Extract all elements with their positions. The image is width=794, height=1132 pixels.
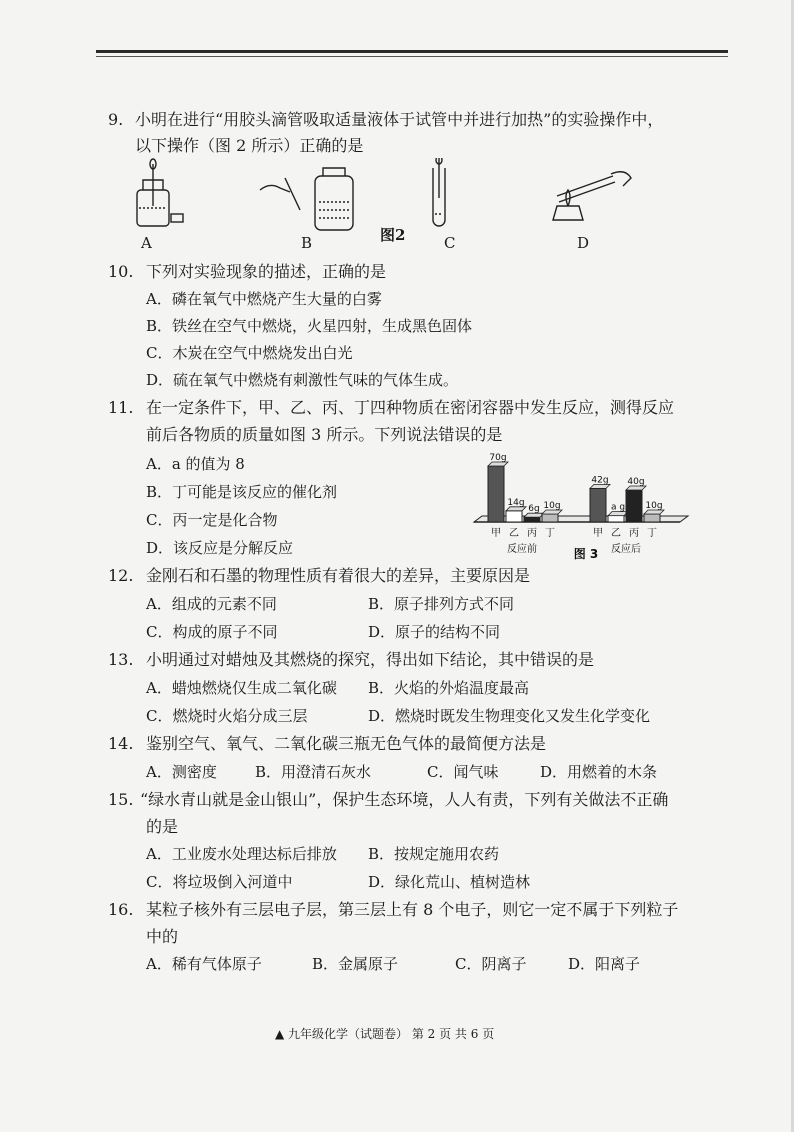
header-rule-thin [96,56,728,57]
bar-label: 14g [507,497,525,508]
option-b: B．用澄清石灰水 [255,763,372,781]
question-number: 15. [108,790,134,809]
question-number: 9. [108,110,124,129]
question-text: 小明通过对蜡烛及其燃烧的探究，得出如下结论，其中错误的是 [146,650,595,669]
bar-0-1 [506,511,522,522]
option-d: D．绿化荒山、植树造林 [368,873,531,891]
option-b: B．按规定施用农药 [368,845,500,863]
substance-label: 丁 [545,528,555,539]
option-d: D．用燃着的木条 [540,763,658,781]
question-text: 以下操作（图 2 所示）正确的是 [135,136,364,155]
question-text: 某粒子核外有三层电子层，第三层上有 8 个电子，则它一定不属于下列粒子 [146,900,679,919]
option-c: C．木炭在空气中燃烧发出白光 [146,344,353,362]
option-c: C．将垃圾倒入河道中 [146,873,293,891]
option-a: A．a 的值为 8 [146,455,245,473]
option-a: A．稀有气体原子 [146,955,262,973]
substance-label: 甲 [593,528,603,539]
hand-dropper-bottle-drawing [260,168,353,230]
figure-3-bar-chart [466,444,692,564]
question-text: 在一定条件下，甲、乙、丙、丁四种物质在密闭容器中发生反应，测得反应 [146,398,675,417]
substance-label: 丙 [629,528,639,539]
bar-1-1 [608,516,624,522]
option-a: A．组成的元素不同 [146,595,277,613]
bar-1-0 [590,488,606,522]
bar-label: 42g [591,475,609,486]
bar-label: 40g [627,477,645,487]
dropper-in-bottle-drawing [137,159,183,226]
figure-2-caption: 图2 [380,226,406,244]
question-text: “绿水青山就是金山银山”，保护生态环境，人人有责，下列有关做法不正确 [140,790,669,809]
substance-label: 甲 [491,528,501,539]
page-footer: ▲ 九年级化学（试题卷） 第 2 页 共 6 页 [275,1027,495,1041]
bar-1-3 [644,514,660,522]
question-number: 12. [108,566,134,585]
option-d: D．燃烧时既发生物理变化又发生化学变化 [368,707,651,725]
question-number: 13. [108,650,134,669]
bar-label: 6g [528,504,540,515]
after-label: 反应后 [611,544,641,555]
substance-label: 丙 [527,528,537,539]
question-text: 前后各物质的质量如图 3 所示。下列说法错误的是 [146,425,503,444]
bar-label: 70g [489,453,507,463]
option-d: D．该反应是分解反应 [146,539,294,557]
question-text: 鉴别空气、氧气、二氧化碳三瓶无色气体的最简便方法是 [146,734,547,753]
option-b: B．火焰的外焰温度最高 [368,679,530,697]
bar-label: a g [610,502,626,513]
question-text: 下列对实验现象的描述，正确的是 [146,262,387,281]
test-tube-dropper-drawing [433,158,445,226]
option-d: D．阳离子 [568,955,641,973]
question-number: 11. [108,398,134,417]
heating-test-tube-drawing [553,172,631,220]
option-a: A．测密度 [146,763,217,781]
question-text: 的是 [146,817,179,836]
bar-label: 10g [645,501,663,511]
figure-3-caption: 图 3 [573,547,599,561]
figure-2-label-d: D [577,234,590,252]
option-d: D．原子的结构不同 [368,623,501,641]
figure-2-label-b: B [301,234,313,252]
option-b: B．铁丝在空气中燃烧，火星四射，生成黑色固体 [146,317,473,335]
bar-0-0 [488,466,504,522]
option-c: C．燃烧时火焰分成三层 [146,707,308,725]
bar-1-2 [626,490,642,522]
substance-label: 乙 [509,528,519,539]
question-text: 金刚石和石墨的物理性质有着很大的差异，主要原因是 [146,566,531,585]
figure-2-label-c: C [444,234,456,252]
bar-0-3 [542,514,558,522]
substance-label: 乙 [611,528,621,539]
bar-0-2 [524,517,540,522]
substance-label: 丁 [647,528,657,539]
option-a: A．磷在氧气中燃烧产生大量的白雾 [146,290,382,308]
option-d: D．硫在氧气中燃烧有刺激性气味的气体生成。 [146,371,459,389]
figure-2-label-a: A [141,234,152,252]
question-number: 16. [108,900,134,919]
option-b: B．金属原子 [312,955,399,973]
question-number: 14. [108,734,134,753]
question-number: 10. [108,262,134,281]
option-a: A．工业废水处理达标后排放 [146,845,337,863]
option-a: A．蜡烛燃烧仅生成二氧化碳 [146,679,337,697]
header-rule [96,50,728,53]
before-label: 反应前 [507,544,537,555]
question-text: 中的 [146,927,179,946]
option-b: B．原子排列方式不同 [368,595,515,613]
option-c: C．阴离子 [455,955,527,973]
option-b: B．丁可能是该反应的催化剂 [146,483,338,501]
option-c: C．闻气味 [427,763,499,781]
option-c: C．丙一定是化合物 [146,511,278,529]
figure-2-illustration [125,158,645,236]
bar-label: 10g [543,501,561,511]
question-text: 小明在进行“用胶头滴管吸取适量液体于试管中并进行加热”的实验操作中， [135,110,664,129]
option-c: C．构成的原子不同 [146,623,278,641]
